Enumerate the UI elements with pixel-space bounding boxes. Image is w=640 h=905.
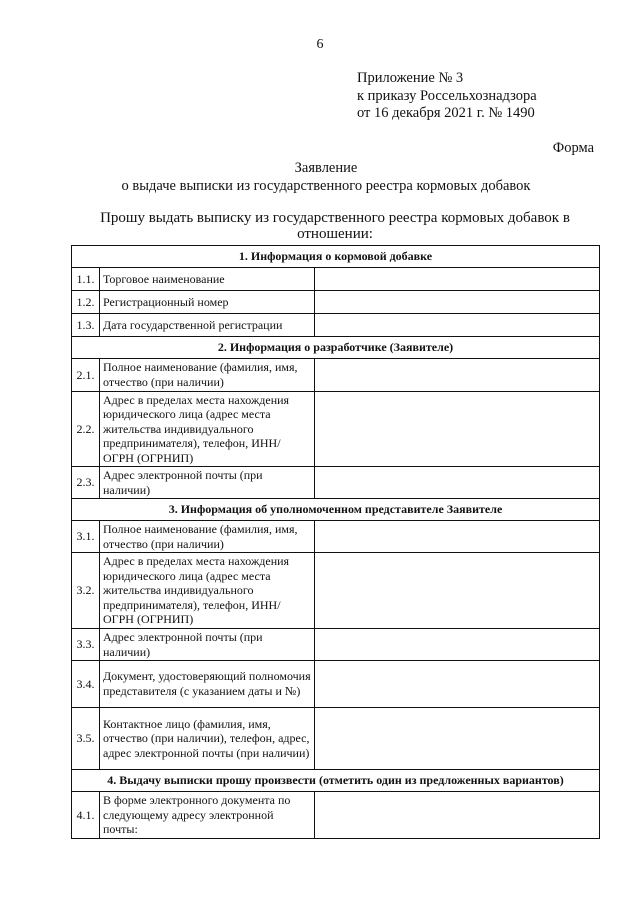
row-value-field[interactable] xyxy=(315,708,600,770)
row-label: Контактное лицо (фамилия, имя, отчество (при наличии), телефон, адрес, адрес электронной почты (при наличии) xyxy=(100,708,315,770)
row-label: Полное наименование (фамилия, имя, отчество (при наличии) xyxy=(100,521,315,553)
row-label: Полное наименование (фамилия, имя, отчество (при наличии) xyxy=(100,359,315,392)
row-label: Регистрационный номер xyxy=(100,291,315,314)
row-number: 1.2. xyxy=(72,291,100,314)
table-row xyxy=(72,792,600,839)
row-number: 1.1. xyxy=(72,268,100,291)
row-value-field[interactable] xyxy=(315,392,600,467)
table-row xyxy=(72,314,600,337)
row-value-field[interactable] xyxy=(315,291,600,314)
table-row xyxy=(72,467,600,499)
row-number: 2.2. xyxy=(72,392,100,467)
appendix-line-1: Приложение № 3 xyxy=(357,70,464,86)
form-label: Форма xyxy=(552,140,594,156)
table-row xyxy=(72,359,600,392)
table-row xyxy=(72,553,600,629)
section-3-title: 3. Информация об уполномоченном представителе Заявителе xyxy=(72,499,600,521)
section-1-title: 1. Информация о кормовой добавке xyxy=(72,246,600,268)
row-number: 2.3. xyxy=(72,467,100,499)
table-row xyxy=(72,521,600,553)
document-title xyxy=(0,160,640,195)
row-label: Адрес электронной почты (при наличии) xyxy=(100,629,315,661)
row-value-field[interactable] xyxy=(315,521,600,553)
section-header-row xyxy=(72,770,600,792)
row-value-field[interactable] xyxy=(315,629,600,661)
row-label: Адрес электронной почты (при наличии) xyxy=(100,467,315,499)
appendix-block xyxy=(357,70,537,123)
row-label: Адрес в пределах места нахождения юридического лица (адрес места жительства индивидуального предпринимателя), телефон, ИНН/ОГРН (ОГРНИП) xyxy=(100,553,315,629)
row-value-field[interactable] xyxy=(315,661,600,708)
appendix-line-3: от 16 декабря 2021 г. № 1490 xyxy=(357,105,535,121)
section-4-title: 4. Выдачу выписки прошу произвести (отметить один из предложенных вариантов) xyxy=(72,770,600,792)
row-value-field[interactable] xyxy=(315,314,600,337)
row-number: 3.1. xyxy=(72,521,100,553)
request-text: Прошу выдать выписку из государственного реестра кормовых добавок в отношении: xyxy=(100,210,570,242)
row-label: Адрес в пределах места нахождения юридического лица (адрес места жительства индивидуального предпринимателя), телефон, ИНН/ОГРН (ОГРНИП) xyxy=(100,392,315,467)
title-line-2: о выдаче выписки из государственного реестра кормовых добавок xyxy=(121,177,531,194)
row-number: 3.5. xyxy=(72,708,100,770)
row-number: 1.3. xyxy=(72,314,100,337)
row-value-field[interactable] xyxy=(315,792,600,839)
table-row xyxy=(72,661,600,708)
row-label: Торговое наименование xyxy=(100,268,315,291)
row-value-field[interactable] xyxy=(315,268,600,291)
row-value-field[interactable] xyxy=(315,359,600,392)
section-header-row xyxy=(72,246,600,268)
section-2-title: 2. Информация о разработчике (Заявителе) xyxy=(72,337,600,359)
row-value-field[interactable] xyxy=(315,553,600,629)
appendix-line-2: к приказу Россельхознадзора xyxy=(357,87,537,104)
row-number: 4.1. xyxy=(72,792,100,839)
row-number: 3.4. xyxy=(72,661,100,708)
table-row xyxy=(72,291,600,314)
section-header-row xyxy=(72,337,600,359)
row-value-field[interactable] xyxy=(315,467,600,499)
section-header-row xyxy=(72,499,600,521)
row-label: Дата государственной регистрации xyxy=(100,314,315,337)
table-row xyxy=(72,708,600,770)
table-row xyxy=(72,629,600,661)
page-number: 6 xyxy=(316,37,324,52)
table-row xyxy=(72,392,600,467)
title-line-1: Заявление xyxy=(294,160,358,176)
row-number: 3.3. xyxy=(72,629,100,661)
row-number: 2.1. xyxy=(72,359,100,392)
row-label: Документ, удостоверяющий полномочия представителя (с указанием даты и №) xyxy=(100,661,315,708)
application-form-table xyxy=(71,245,600,839)
row-number: 3.2. xyxy=(72,553,100,629)
table-row xyxy=(72,268,600,291)
row-label: В форме электронного документа по следующему адресу электронной почты: xyxy=(100,792,315,839)
